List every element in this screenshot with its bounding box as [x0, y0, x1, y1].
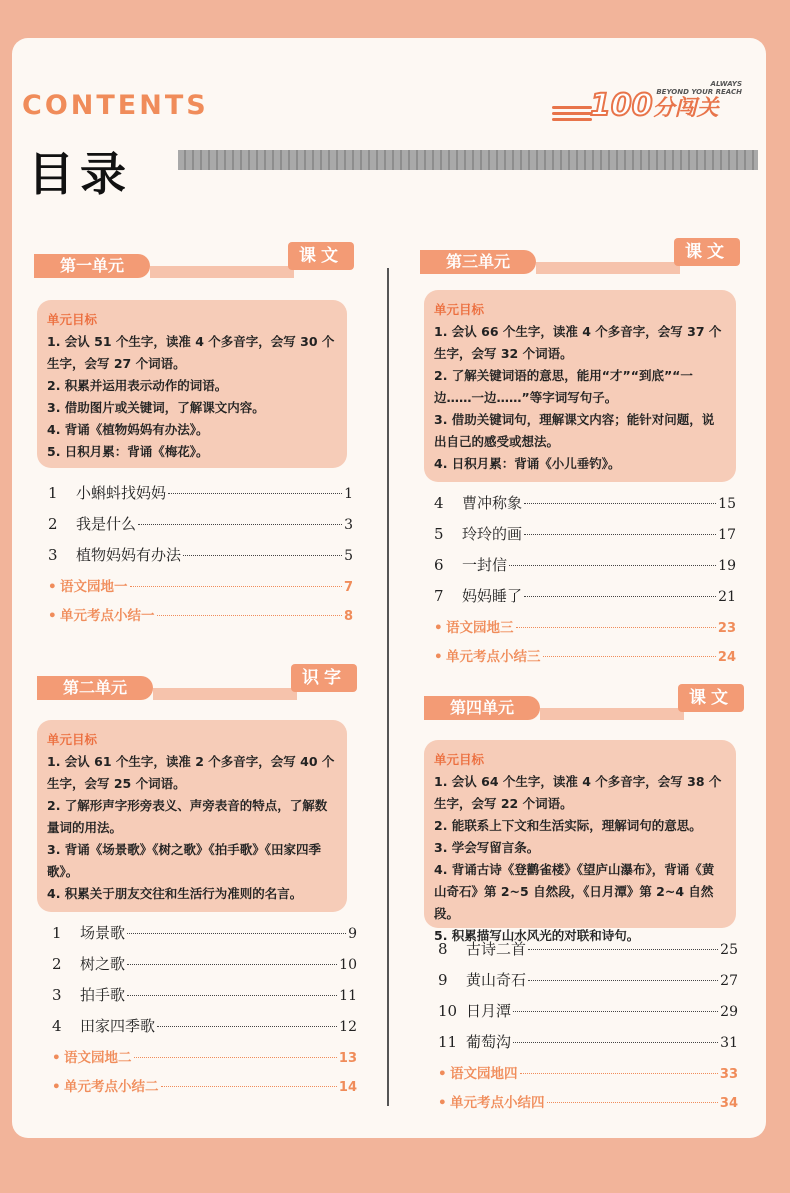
toc-entry[interactable]: 9 黄山奇石 27: [438, 971, 738, 989]
logo-text: 100分闯关: [590, 88, 719, 123]
toc-extra-entry[interactable]: • 语文园地一 7: [48, 579, 353, 595]
toc-entry[interactable]: 1 场景歌 9: [52, 924, 357, 942]
toc-entry[interactable]: 6 一封信 19: [434, 556, 736, 574]
toc-entry[interactable]: 7 妈妈睡了 21: [434, 587, 736, 605]
toc-extra-entry[interactable]: • 单元考点小结四 34: [438, 1095, 738, 1111]
unit-2-header: [37, 664, 357, 702]
unit-3-goals: 单元目标 1. 会认 66 个生字，读准 4 个多音字，会写 37 个生字，会写 32 个词语。 2. 了解关键词语的意思，能用“才”“到底”“一边……一边……”等字词写句子。 3. 借助关键词句，理解课文内容；能针对问题，说出自己的感受或想法。 4. 日积月累：背诵《小儿垂钓》。: [424, 290, 736, 482]
toc-extra-entry[interactable]: • 单元考点小结一 8: [48, 608, 353, 624]
unit-1-header: [34, 242, 354, 280]
toc-entry[interactable]: 4 曹冲称象 15: [434, 494, 736, 512]
toc-entry[interactable]: 8 古诗二首 25: [438, 940, 738, 958]
unit-1-name: 第一单元: [34, 254, 150, 278]
unit-3-list: [434, 492, 736, 674]
unit-1-type: 课文: [288, 242, 354, 270]
toc-extra-entry[interactable]: • 语文园地四 33: [438, 1066, 738, 1082]
unit-3-header: [420, 238, 740, 276]
toc-extra-entry[interactable]: • 单元考点小结二 14: [52, 1079, 357, 1095]
unit-2-goals: 单元目标 1. 会认 61 个生字，读准 2 个多音字，会写 40 个生字，会写 25 个词语。 2. 了解形声字形旁表义、声旁表音的特点，了解数量词的用法。 3. 背诵《场景歌》《树之歌》《拍手歌》《田家四季歌》。 4. 积累关于朋友交往和生活行为准则的名言。: [37, 720, 347, 912]
toc-entry[interactable]: 11 葡萄沟 31: [438, 1033, 738, 1051]
toc-extra-entry[interactable]: • 语文园地三 23: [434, 620, 736, 636]
unit-4-name: 第四单元: [424, 696, 540, 720]
title-bar: [178, 150, 758, 170]
toc-entry[interactable]: 4 田家四季歌 12: [52, 1017, 357, 1035]
logo-speed-lines: [552, 106, 592, 124]
toc-entry[interactable]: 2 树之歌 10: [52, 955, 357, 973]
toc-extra-entry[interactable]: • 单元考点小结三 24: [434, 649, 736, 665]
toc-entry[interactable]: 3 植物妈妈有办法 5: [48, 546, 353, 564]
unit-4-header: [424, 684, 744, 722]
unit-4-goals: 单元目标 1. 会认 64 个生字，读准 4 个多音字，会写 38 个生字，会写 22 个词语。 2. 能联系上下文和生活实际，理解词句的意思。 3. 学会写留言条。 4. 背诵古诗《登鹳雀楼》《望庐山瀑布》，背诵《黄山奇石》第 2~5 自然段，《日月潭》第 2~4 自然段。 5. 积累描写山水风光的对联和诗句。: [424, 740, 736, 928]
unit-3-name: 第三单元: [420, 250, 536, 274]
unit-4-list: [438, 938, 738, 1120]
column-divider: [387, 268, 389, 1106]
unit-3-type: 课文: [674, 238, 740, 266]
unit-4-type: 课文: [678, 684, 744, 712]
toc-entry[interactable]: 10 日月潭 29: [438, 1002, 738, 1020]
contents-heading: CONTENTS: [22, 90, 209, 121]
toc-extra-entry[interactable]: • 语文园地二 13: [52, 1050, 357, 1066]
unit-2-type: 识字: [291, 664, 357, 692]
brand-logo: [552, 80, 742, 130]
toc-entry[interactable]: 3 拍手歌 11: [52, 986, 357, 1004]
unit-1-goals: 单元目标 1. 会认 51 个生字，读准 4 个多音字，会写 30 个生字，会写 27 个词语。 2. 积累并运用表示动作的词语。 3. 借助图片或关键词，了解课文内容。 4. 背诵《植物妈妈有办法》。 5. 日积月累：背诵《梅花》。: [37, 300, 347, 468]
unit-2-name: 第二单元: [37, 676, 153, 700]
unit-1-list: [48, 482, 353, 633]
page-title: 目录: [28, 147, 132, 201]
logo-tagline: ALWAYS BEYOND YOUR REACH: [656, 80, 742, 96]
toc-entry[interactable]: 5 玲玲的画 17: [434, 525, 736, 543]
toc-entry[interactable]: 1 小蝌蚪找妈妈 1: [48, 484, 353, 502]
toc-entry[interactable]: 2 我是什么 3: [48, 515, 353, 533]
unit-2-list: [52, 922, 357, 1104]
